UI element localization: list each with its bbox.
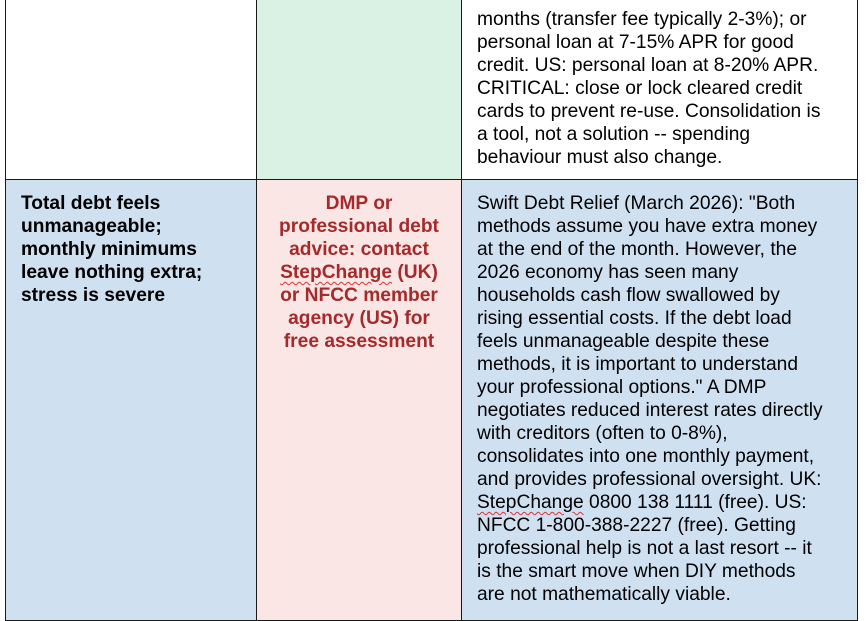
text-line: StepChange (UK) [280,262,438,283]
table-cell-recommendation[interactable] [257,180,462,621]
text-line: StepChange 0800 138 1111 (free). US: [477,492,807,513]
table-cell-details[interactable] [462,180,858,621]
text-line: 2026 economy has seen many [477,262,739,283]
text-line: NFCC 1-800-388-2227 (free). Getting [477,515,796,536]
text-line: leave nothing extra; [21,262,203,283]
text-line: DMP or [325,193,393,214]
text-line: professional debt [279,216,439,237]
table-cell-situation[interactable] [6,0,257,180]
cell-text [462,180,857,606]
text-line: free assessment [283,331,435,352]
text-line: negotiates reduced interest rates directly [477,400,823,421]
cell-text [257,180,461,353]
text-line: are not mathematically viable. [477,584,731,605]
table-row [6,0,858,180]
text-line: your professional options." A DMP [477,377,767,398]
text-line: behaviour must also change. [477,147,723,168]
text-line: Total debt feels [21,193,161,214]
text-line: agency (US) for [288,308,430,329]
text-line: months (transfer fee typically 2-3%); or [477,9,807,30]
table-row [6,180,858,621]
table-cell-situation[interactable] [6,180,257,621]
text-line: cards to prevent re-use. Consolidation is [477,101,821,122]
text-line: feels unmanageable despite these [477,331,770,352]
cell-text [6,180,256,307]
cell-text [257,0,461,11]
spellcheck-word[interactable]: StepChange [477,492,584,513]
comparison-table [5,0,858,621]
text-line: methods assume you have extra money [477,216,818,237]
text-line: unmanageable; [21,216,162,237]
cell-text [462,0,857,169]
text-line: monthly minimums [21,239,197,260]
text-line: credit. US: personal loan at 8-20% APR. [477,55,819,76]
text-line: professional help is not a last resort -- it [477,538,812,559]
text-line: a tool, not a solution -- spending [477,124,751,145]
text-line: rising essential costs. If the debt load [477,308,792,329]
text-line: personal loan at 7-15% APR for good [477,32,794,53]
text-line: households cash flow swallowed by [477,285,780,306]
table-cell-details[interactable] [462,0,858,180]
text-line: Swift Debt Relief (March 2026): "Both [477,193,796,214]
text-line: CRITICAL: close or lock cleared credit [477,78,803,99]
table-cell-recommendation[interactable] [257,0,462,180]
text-line: methods, it is important to understand [477,354,799,375]
text-line: or NFCC member [280,285,438,306]
text-line: consolidates into one monthly payment, [477,446,815,467]
text-line: with creditors (often to 0-8%), [477,423,728,444]
text-line: at the end of the month. However, the [477,239,797,260]
text-line: is the smart move when DIY methods [477,561,796,582]
cell-text [6,0,256,11]
text-line: advice: contact [289,239,429,260]
text-line: and provides professional oversight. UK: [477,469,822,490]
spellcheck-word[interactable]: StepChange [280,262,393,283]
text-line: stress is severe [21,285,166,306]
